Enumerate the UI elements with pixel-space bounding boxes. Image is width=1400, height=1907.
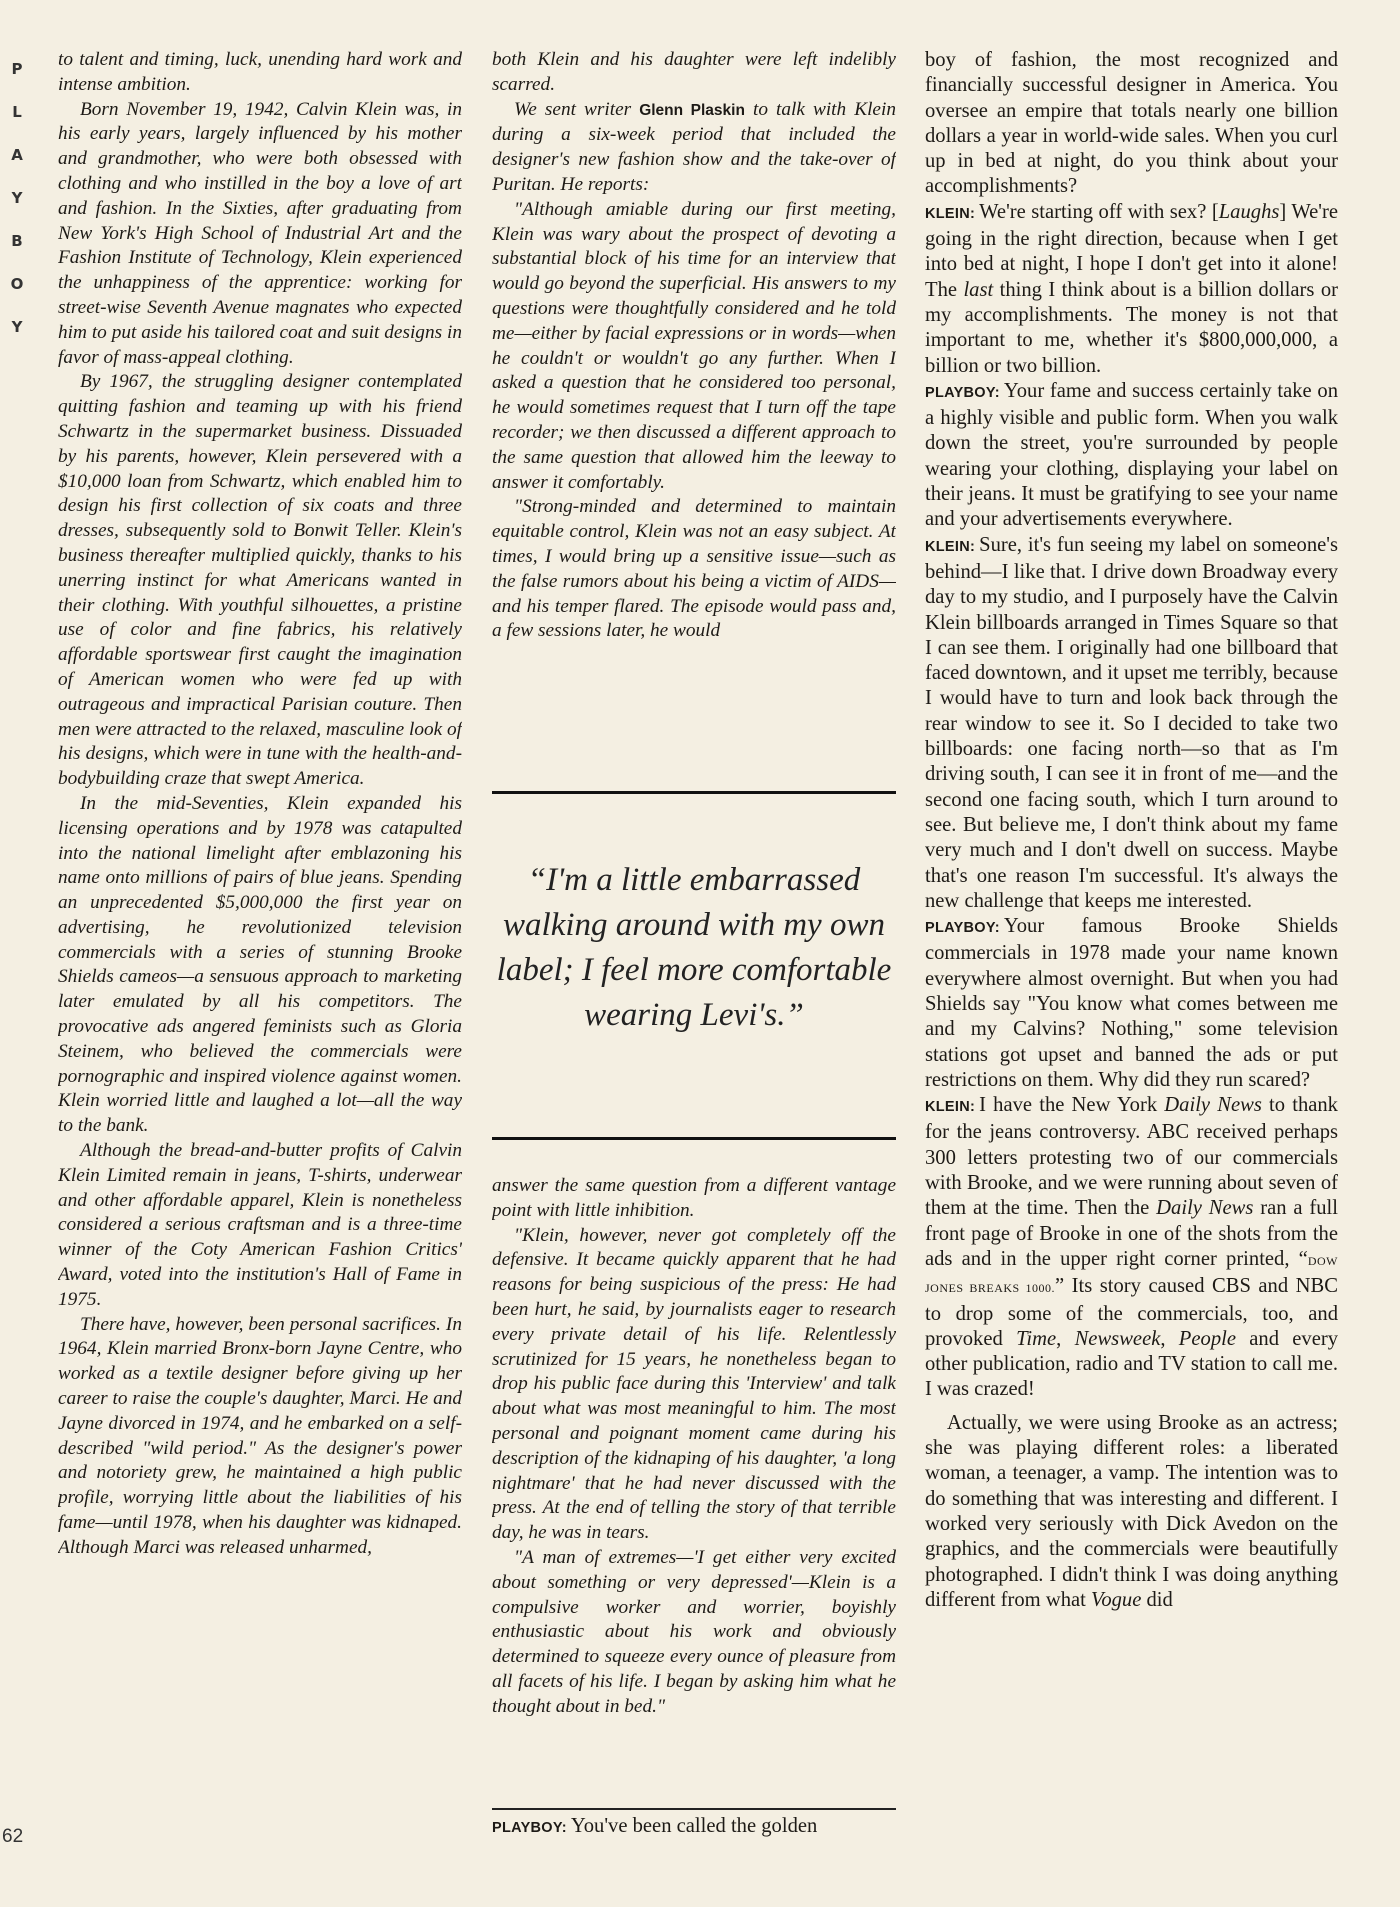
paragraph: "Although amiable during our first meeting, Klein was wary about the prospect of devoting a substantial block of his time for an interview that would go beyond the superficial. His answers to my questions were thoughtfully considered and he told me—either by facial expressions or in words—when he couldn't or wouldn't go any further. When I asked a question that he considered too personal, he would sometimes request that I turn off the tape recorder; we then discussed a different approach to the same question that allowed him the leeway to answer it comfortably. bbox=[492, 198, 896, 493]
text-run: to thank for the jeans controversy. ABC received perhaps 300 letters protesting two of our commercials with Brooke, and we were running about seven of them at the time. Then the bbox=[925, 1094, 1338, 1220]
speaker-label: KLEIN: bbox=[925, 538, 976, 555]
text-run: , bbox=[1056, 1327, 1075, 1350]
text-run: Your fame and success certainly take on a highly visible and public form. When you walk down the street, you're surrounded by people wearing your clothing, displaying your label on their jeans. It must be gratifying to see your name and your advertisements everywhere. bbox=[925, 379, 1338, 531]
text-run: Your famous Brooke Shields commercials in 1978 made your name known everywhere almost overnight. But when you had Shields say "You know what comes between me and my Calvins? Nothing," some television stations got upset and banned the ads or put restrictions on them. Why did they run scared? bbox=[925, 915, 1338, 1091]
column-1-intro-text bbox=[58, 48, 462, 1848]
paragraph bbox=[492, 98, 896, 198]
interview-start-rule bbox=[492, 1808, 896, 1810]
paragraph: "Strong-minded and determined to maintain equitable control, Klein was not an easy subject. At times, I would bring up a sensitive issue—such as the false rumors about his being a victim of AIDS—and his temper flared. The episode would pass and, a few sessions later, he would bbox=[492, 496, 896, 642]
paragraph: In the mid-Seventies, Klein expanded his licensing operations and by 1978 was catapulted into the national limelight after emblazoning his name onto millions of pairs of blue jeans. Spending an unprecedented $5,000,000 the first year on advertising, he revolutionized television commercials with a series of stunning Brooke Shields cameos—a sensuous approach to marketing later emulated by all his competitors. The provocative ads angered feminists such as Gloria Steinem, who believed the commercials were pornographic and inspired violence against women. Klein worried little and laughed a lot—all the way to the bank. bbox=[58, 792, 462, 1137]
page-number: 62 bbox=[2, 1826, 24, 1847]
magazine-name-vertical bbox=[6, 48, 28, 349]
text-run: We sent writer bbox=[514, 98, 640, 120]
text-run: to talk with Klein during a six-week period that included the designer's new fashion show and the take-over of Puritan. He reports: bbox=[492, 98, 896, 195]
paragraph: both Klein and his daughter were left indelibly scarred. bbox=[492, 49, 896, 95]
paragraph: "A man of extremes—'I get either very excited about something or very depressed'—Klein is a compulsive worker and worrier, boyishly enthusiastic about his work and obviously determined to squeeze every ounce of pleasure from all facets of his life. I began by asking him what he thought about in bed." bbox=[492, 1546, 896, 1717]
paragraph: boy of fashion, the most recognized and financially successful designer in America. You oversee an empire that totals nearly one billion dollars a year in world-wide sales. When you curl up in bed at night, do you think about your accomplishments? bbox=[925, 49, 1338, 198]
text-run: I have the New York bbox=[979, 1094, 1165, 1117]
text-run: DOW JONES BREAKS 1000. bbox=[925, 1253, 1338, 1296]
text-run: You've been called the golden bbox=[570, 1815, 818, 1837]
text-run: ” Its story caused CBS and NBC to drop some of the commercials, too, and provoked bbox=[925, 1275, 1338, 1350]
paragraph bbox=[925, 914, 1338, 1093]
text-run: Daily News bbox=[1164, 1094, 1262, 1117]
text-run: Actually, we were using Brooke as an actress; she was playing different roles: a liberated woman, a teenager, a vamp. The intention was to do something that was interesting and different. I worked very seriously with Dick Avedon on the graphics, and the commercials were beautifully photographed. I didn't think I was doing anything different from what bbox=[925, 1411, 1338, 1611]
text-run: We're starting off with sex? [ bbox=[979, 200, 1219, 223]
speaker-label: PLAYBOY: bbox=[925, 384, 1000, 401]
paragraph bbox=[925, 533, 1338, 914]
text-run: Daily News bbox=[1156, 1197, 1254, 1220]
speaker-label: KLEIN: bbox=[925, 1099, 976, 1116]
vertical-letter: L bbox=[12, 103, 22, 121]
text-run: and every other publication, radio and TV station to call me. I was crazed! bbox=[925, 1327, 1338, 1401]
column-2-bottom-text bbox=[492, 1174, 896, 1799]
paragraph bbox=[925, 1093, 1338, 1403]
pull-quote-bottom-rule bbox=[492, 1137, 896, 1140]
paragraph: There have, however, been personal sacrifices. In 1964, Klein married Bronx-born Jayne Centre, who worked as a textile designer before giving up her career to raise the couple's daughter, Marci. He and Jayne divorced in 1974, and he embarked on a self-described "wild period." As the designer's power and notoriety grew, he maintained a high public profile, worrying little about the liabilities of his fame—until 1978, when his daughter was kidnaped. Although Marci was released unharmed, bbox=[58, 1313, 462, 1558]
text-run: Laughs bbox=[1218, 200, 1280, 223]
paragraph: Born November 19, 1942, Calvin Klein was, in his early years, largely influenced by his mother and grandmother, who were both obsessed with clothing and who instilled in the boy a love of art and fashion. In the Sixties, after graduating from New York's High School of Industrial Art and the Fashion Institute of Technology, Klein experienced the unhappiness of the apprentice: working for street-wise Seventh Avenue magnates who expected him to put aside his tailored coat and suit designs in favor of mass-appeal clothing. bbox=[58, 98, 462, 368]
paragraph bbox=[925, 1411, 1338, 1613]
text-run: Newsweek bbox=[1074, 1327, 1161, 1350]
column-3-interview bbox=[925, 48, 1338, 1848]
text-run: , bbox=[1160, 1327, 1179, 1350]
text-run: People bbox=[1178, 1327, 1236, 1350]
text-run: Sure, it's fun seeing my label on someone's behind—I like that. I drive down Broadway every day to my studio, and I purposely have the Calvin Klein billboards arranged in Times Square so that I can see them. I originally had one billboard that faced downtown, and it upset me terribly, because I would have to turn and look back through the rear window to see it. So I decided to take two billboards: one facing north—so that as I'm driving south, I can see it in front of me—and the second one facing south, which I turn around to see. But believe me, I don't think about my fame very much and I don't dwell on success. Maybe that's one reason I'm successful. It's always the new challenge that keeps me interested. bbox=[925, 533, 1338, 912]
pull-quote: “I'm a little embarrassed walking around with my own label; I feel more comfortable wearing Levi's.” bbox=[496, 862, 892, 1033]
paragraph: "Klein, however, never got completely off the defensive. It became quickly apparent that he had reasons for being suspicious of the press: He had been hurt, he said, by journalists eager to research every private detail of his life. Relentlessly scrutinized for 15 years, he nonetheless began to drop his public face during this 'Interview' and talk about what was most meaningful to him. The most personal and poignant moment came during his description of the kidnaping of his daughter, 'a long nightmare' that he had never discussed with the press. At the end of telling the story of that terrible day, he was in tears. bbox=[492, 1224, 896, 1544]
paragraph: to talent and timing, luck, unending hard work and intense ambition. bbox=[58, 49, 462, 95]
interview-first-question bbox=[492, 1814, 896, 1846]
paragraph: answer the same question from a different vantage point with little inhibition. bbox=[492, 1175, 896, 1221]
text-run: last bbox=[963, 278, 994, 301]
writer-name: Glenn Plaskin bbox=[639, 101, 745, 119]
text-run: ran a full front page of Brooke in one of the shots from the ads and in the upper right corner printed, “ bbox=[925, 1197, 1338, 1270]
paragraph: By 1967, the struggling designer contemplated quitting fashion and teaming up with his friend Schwartz in the supermarket business. Dissuaded by his parents, however, Klein persevered with a $10,000 loan from Schwartz, which enabled him to design his first collection of six coats and three dresses, subsequently sold to Bonwit Teller. Klein's business thereafter multiplied quickly, thanks to his unerring instinct for what Americans wanted in their clothing. With youthful silhouettes, a pristine use of color and fine fabrics, his relatively affordable sportswear first caught the imagination of American women who were fed up with outrageous and impractical Parisian couture. Then men were attracted to the relaxed, masculine look of his designs, which were in tune with the health-and-bodybuilding craze that swept America. bbox=[58, 371, 462, 790]
text-run: thing I think about is a billion dollars or my accomplishments. The money is not that important to me, whether it's $800,000,000, a billion or two billion. bbox=[925, 278, 1338, 377]
paragraph bbox=[925, 379, 1338, 533]
paragraph bbox=[492, 1814, 896, 1841]
paragraph bbox=[925, 200, 1338, 379]
vertical-letter: A bbox=[11, 146, 23, 164]
speaker-label: PLAYBOY: bbox=[925, 920, 1000, 937]
magazine-name-letter bbox=[6, 48, 28, 349]
text-run: Time bbox=[1016, 1327, 1057, 1350]
text-run: did bbox=[1141, 1588, 1173, 1611]
column-2-top-text bbox=[492, 48, 896, 783]
vertical-letter: Y bbox=[11, 189, 23, 207]
vertical-letter: Y bbox=[11, 318, 23, 336]
speaker-label: PLAYBOY: bbox=[492, 1820, 567, 1836]
paragraph: Although the bread-and-butter profits of Calvin Klein Limited remain in jeans, T-shirts, underwear and other affordable apparel, Klein is nonetheless considered a serious craftsman and is a three-time winner of the Coty American Fashion Critics' Award, voted into the institution's Hall of Fame in 1975. bbox=[58, 1140, 462, 1310]
pull-quote-top-rule bbox=[492, 791, 896, 794]
speaker-label: KLEIN: bbox=[925, 205, 976, 222]
vertical-letter: O bbox=[10, 275, 24, 293]
text-run: Vogue bbox=[1091, 1588, 1142, 1611]
vertical-letter: P bbox=[11, 60, 23, 78]
vertical-letter: B bbox=[11, 232, 23, 250]
text-run: ] We're going in the right direction, because when I get into bed at night, I hope I don't get into it alone! The bbox=[925, 200, 1338, 301]
